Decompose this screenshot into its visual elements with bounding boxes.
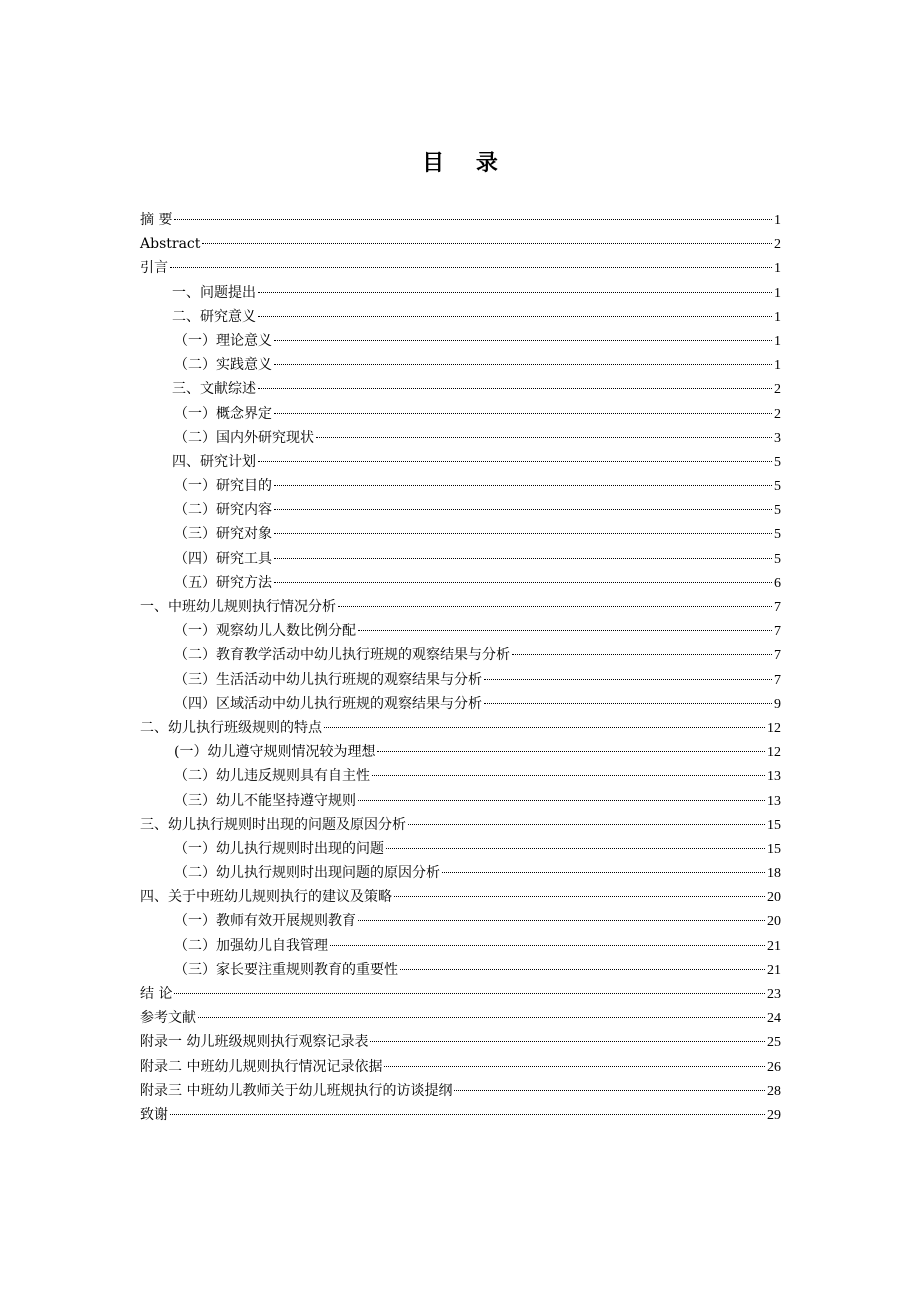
toc-entry[interactable] [140, 837, 781, 861]
toc-entry-label: 致谢 [140, 1106, 168, 1123]
toc-leader-dots [372, 775, 765, 776]
toc-entry-label: （四）区域活动中幼儿执行班规的观察结果与分析 [174, 695, 482, 712]
toc-entry[interactable] [140, 668, 781, 692]
toc-entry-label: （二）幼儿违反规则具有自主性 [174, 768, 370, 785]
toc-entry-label: （二）幼儿执行规则时出现问题的原因分析 [174, 865, 440, 882]
toc-entry[interactable] [140, 885, 781, 909]
toc-entry[interactable] [140, 353, 781, 377]
toc-entry-label: （三）研究对象 [174, 526, 272, 543]
toc-entry-label: （一）理论意义 [174, 332, 272, 349]
toc-entry[interactable] [140, 1055, 781, 1079]
toc-entry-page-number: 12 [767, 720, 781, 736]
toc-entry[interactable] [140, 1006, 781, 1030]
toc-entry-page-number: 2 [774, 406, 781, 422]
toc-entry[interactable] [140, 426, 781, 450]
toc-entry-label: 摘 要 [140, 212, 173, 228]
toc-leader-dots [174, 219, 772, 220]
toc-leader-dots [370, 1041, 765, 1042]
toc-entry-page-number: 1 [774, 309, 781, 325]
toc-leader-dots [358, 800, 765, 801]
toc-entry[interactable] [140, 474, 781, 498]
toc-entry[interactable] [140, 377, 781, 401]
toc-entry[interactable] [140, 982, 781, 1006]
toc-entry-page-number: 28 [767, 1083, 781, 1099]
toc-leader-dots [377, 751, 765, 752]
toc-entry[interactable] [140, 256, 781, 280]
toc-entry-page-number: 5 [774, 551, 781, 567]
toc-entry[interactable] [140, 1079, 781, 1103]
toc-entry[interactable] [140, 909, 781, 933]
toc-leader-dots [442, 872, 765, 873]
toc-entry-label: 一、问题提出 [172, 284, 256, 301]
toc-entry[interactable] [140, 329, 781, 353]
toc-entry[interactable] [140, 813, 781, 837]
toc-entry-label: （三）家长要注重规则教育的重要性 [174, 961, 398, 978]
toc-entry[interactable] [140, 595, 781, 619]
toc-entry-page-number: 5 [774, 503, 781, 519]
toc-entry[interactable] [140, 958, 781, 982]
toc-entry-page-number: 1 [774, 358, 781, 374]
toc-entry-page-number: 2 [774, 237, 781, 253]
toc-entry[interactable] [140, 619, 781, 643]
toc-entry-label: 四、关于中班幼儿规则执行的建议及策略 [140, 889, 392, 906]
toc-leader-dots [274, 485, 772, 486]
toc-leader-dots [170, 267, 772, 268]
toc-entry-label: （二）国内外研究现状 [174, 429, 314, 446]
toc-entry-label: （五）研究方法 [174, 574, 272, 591]
toc-leader-dots [316, 437, 772, 438]
toc-entry-page-number: 1 [774, 261, 781, 277]
toc-entry-label: 附录一 幼儿班级规则执行观察记录表 [140, 1034, 369, 1051]
toc-entry-label: （三）生活活动中幼儿执行班规的观察结果与分析 [174, 671, 482, 688]
toc-entry-label: （一）幼儿执行规则时出现的问题 [174, 840, 384, 857]
toc-entry-label: 附录三 中班幼儿教师关于幼儿班规执行的访谈提纲 [140, 1082, 453, 1099]
toc-leader-dots [386, 848, 765, 849]
toc-entry[interactable] [140, 281, 781, 305]
toc-leader-dots [394, 896, 765, 897]
toc-entry-page-number: 23 [767, 987, 781, 1002]
toc-entry[interactable] [140, 305, 781, 329]
toc-entry-label: 一、中班幼儿规则执行情况分析 [140, 599, 336, 615]
toc-entry[interactable] [140, 934, 781, 958]
toc-leader-dots [274, 558, 772, 559]
toc-entry-label: 附录二 中班幼儿规则执行情况记录依据 [140, 1058, 383, 1075]
toc-entry[interactable] [140, 547, 781, 571]
toc-entry[interactable] [140, 522, 781, 546]
toc-leader-dots [358, 630, 772, 631]
toc-entry-label: 四、研究计划 [172, 453, 256, 470]
toc-leader-dots [324, 727, 765, 728]
toc-entry-label: 二、研究意义 [172, 308, 256, 325]
toc-leader-dots [274, 533, 772, 534]
table-of-contents [140, 208, 781, 1127]
toc-entry-page-number: 18 [767, 866, 781, 882]
toc-entry[interactable] [140, 789, 781, 813]
toc-leader-dots [274, 364, 772, 365]
toc-entry-page-number: 20 [767, 914, 781, 930]
toc-entry-page-number: 7 [774, 672, 781, 688]
toc-leader-dots [358, 920, 765, 921]
toc-entry-page-number: 6 [774, 575, 781, 591]
toc-entry-page-number: 20 [767, 890, 781, 906]
toc-entry[interactable] [140, 692, 781, 716]
toc-leader-dots [274, 340, 772, 341]
toc-leader-dots [258, 388, 772, 389]
toc-entry-label: （一）概念界定 [174, 405, 272, 422]
toc-entry-label: （一）研究目的 [174, 478, 272, 495]
toc-entry-page-number: 15 [767, 817, 781, 833]
toc-entry-page-number: 29 [767, 1107, 781, 1123]
toc-entry-label: （二）教育教学活动中幼儿执行班规的观察结果与分析 [174, 647, 510, 664]
toc-leader-dots [338, 606, 772, 607]
toc-entry-label: 结 论 [140, 986, 173, 1002]
toc-entry-label: 三、文献综述 [172, 381, 256, 398]
toc-entry[interactable] [140, 740, 781, 764]
toc-entry-page-number: 7 [774, 648, 781, 664]
toc-leader-dots [400, 969, 765, 970]
toc-leader-dots [408, 824, 765, 825]
toc-entry-page-number: 24 [767, 1011, 781, 1027]
toc-leader-dots [484, 703, 772, 704]
toc-leader-dots [258, 316, 772, 317]
toc-entry[interactable] [140, 208, 781, 232]
toc-entry-page-number: 13 [767, 793, 781, 809]
toc-entry-label: （一）观察幼儿人数比例分配 [174, 623, 356, 640]
toc-entry-page-number: 2 [774, 382, 781, 398]
toc-entry-label: 三、幼儿执行规则时出现的问题及原因分析 [140, 816, 406, 833]
toc-entry-page-number: 21 [767, 938, 781, 954]
toc-entry-page-number: 26 [767, 1059, 781, 1075]
toc-leader-dots [170, 1114, 765, 1115]
toc-entry-label: 二、幼儿执行班级规则的特点 [140, 719, 322, 736]
toc-entry-page-number: 5 [774, 479, 781, 495]
toc-entry-label: （二）加强幼儿自我管理 [174, 937, 328, 954]
toc-entry-label: （二）研究内容 [174, 502, 272, 519]
toc-entry-label: (一）幼儿遵守规则情况较为理想 [174, 744, 376, 761]
toc-leader-dots [512, 654, 772, 655]
toc-entry-page-number: 21 [767, 962, 781, 978]
toc-leader-dots [258, 461, 772, 462]
toc-entry[interactable] [140, 402, 781, 426]
toc-entry[interactable] [140, 498, 781, 522]
toc-entry[interactable] [140, 861, 781, 885]
toc-leader-dots [274, 413, 772, 414]
toc-entry-page-number: 9 [774, 696, 781, 712]
toc-entry-page-number: 1 [774, 285, 781, 301]
toc-entry-label: （二）实践意义 [174, 357, 272, 374]
toc-entry-page-number: 5 [774, 454, 781, 470]
toc-entry-page-number: 12 [767, 745, 781, 761]
toc-entry-label: （一）教师有效开展规则教育 [174, 913, 356, 930]
toc-leader-dots [330, 945, 765, 946]
toc-entry-label: 引言 [140, 260, 168, 277]
toc-entry[interactable] [140, 232, 781, 256]
toc-entry[interactable] [140, 571, 781, 595]
toc-entry-page-number: 25 [767, 1035, 781, 1051]
toc-leader-dots [274, 582, 772, 583]
toc-leader-dots [484, 679, 772, 680]
page-title: 目 录 [422, 151, 510, 176]
toc-leader-dots [174, 993, 765, 994]
toc-entry[interactable] [140, 1103, 781, 1127]
toc-entry-page-number: 15 [767, 841, 781, 857]
toc-entry-label: 参考文献 [140, 1010, 196, 1027]
toc-leader-dots [258, 292, 772, 293]
toc-entry-label: （四）研究工具 [174, 550, 272, 567]
toc-leader-dots [384, 1066, 765, 1067]
toc-entry-page-number: 3 [774, 430, 781, 446]
toc-entry-page-number: 5 [774, 527, 781, 543]
toc-entry-page-number: 1 [774, 333, 781, 349]
toc-leader-dots [198, 1017, 765, 1018]
toc-entry[interactable] [140, 450, 781, 474]
toc-entry[interactable] [140, 764, 781, 788]
toc-leader-dots [274, 509, 772, 510]
toc-entry-page-number: 1 [774, 213, 781, 228]
toc-leader-dots [454, 1090, 765, 1091]
toc-entry[interactable] [140, 716, 781, 740]
toc-entry-label: （三）幼儿不能坚持遵守规则 [174, 792, 356, 809]
toc-entry-label: Abstract [140, 236, 201, 253]
toc-entry-page-number: 7 [774, 600, 781, 615]
toc-entry-page-number: 13 [767, 769, 781, 785]
toc-entry-page-number: 7 [774, 624, 781, 640]
toc-leader-dots [202, 243, 772, 244]
toc-entry[interactable] [140, 1030, 781, 1054]
toc-entry[interactable] [140, 643, 781, 667]
